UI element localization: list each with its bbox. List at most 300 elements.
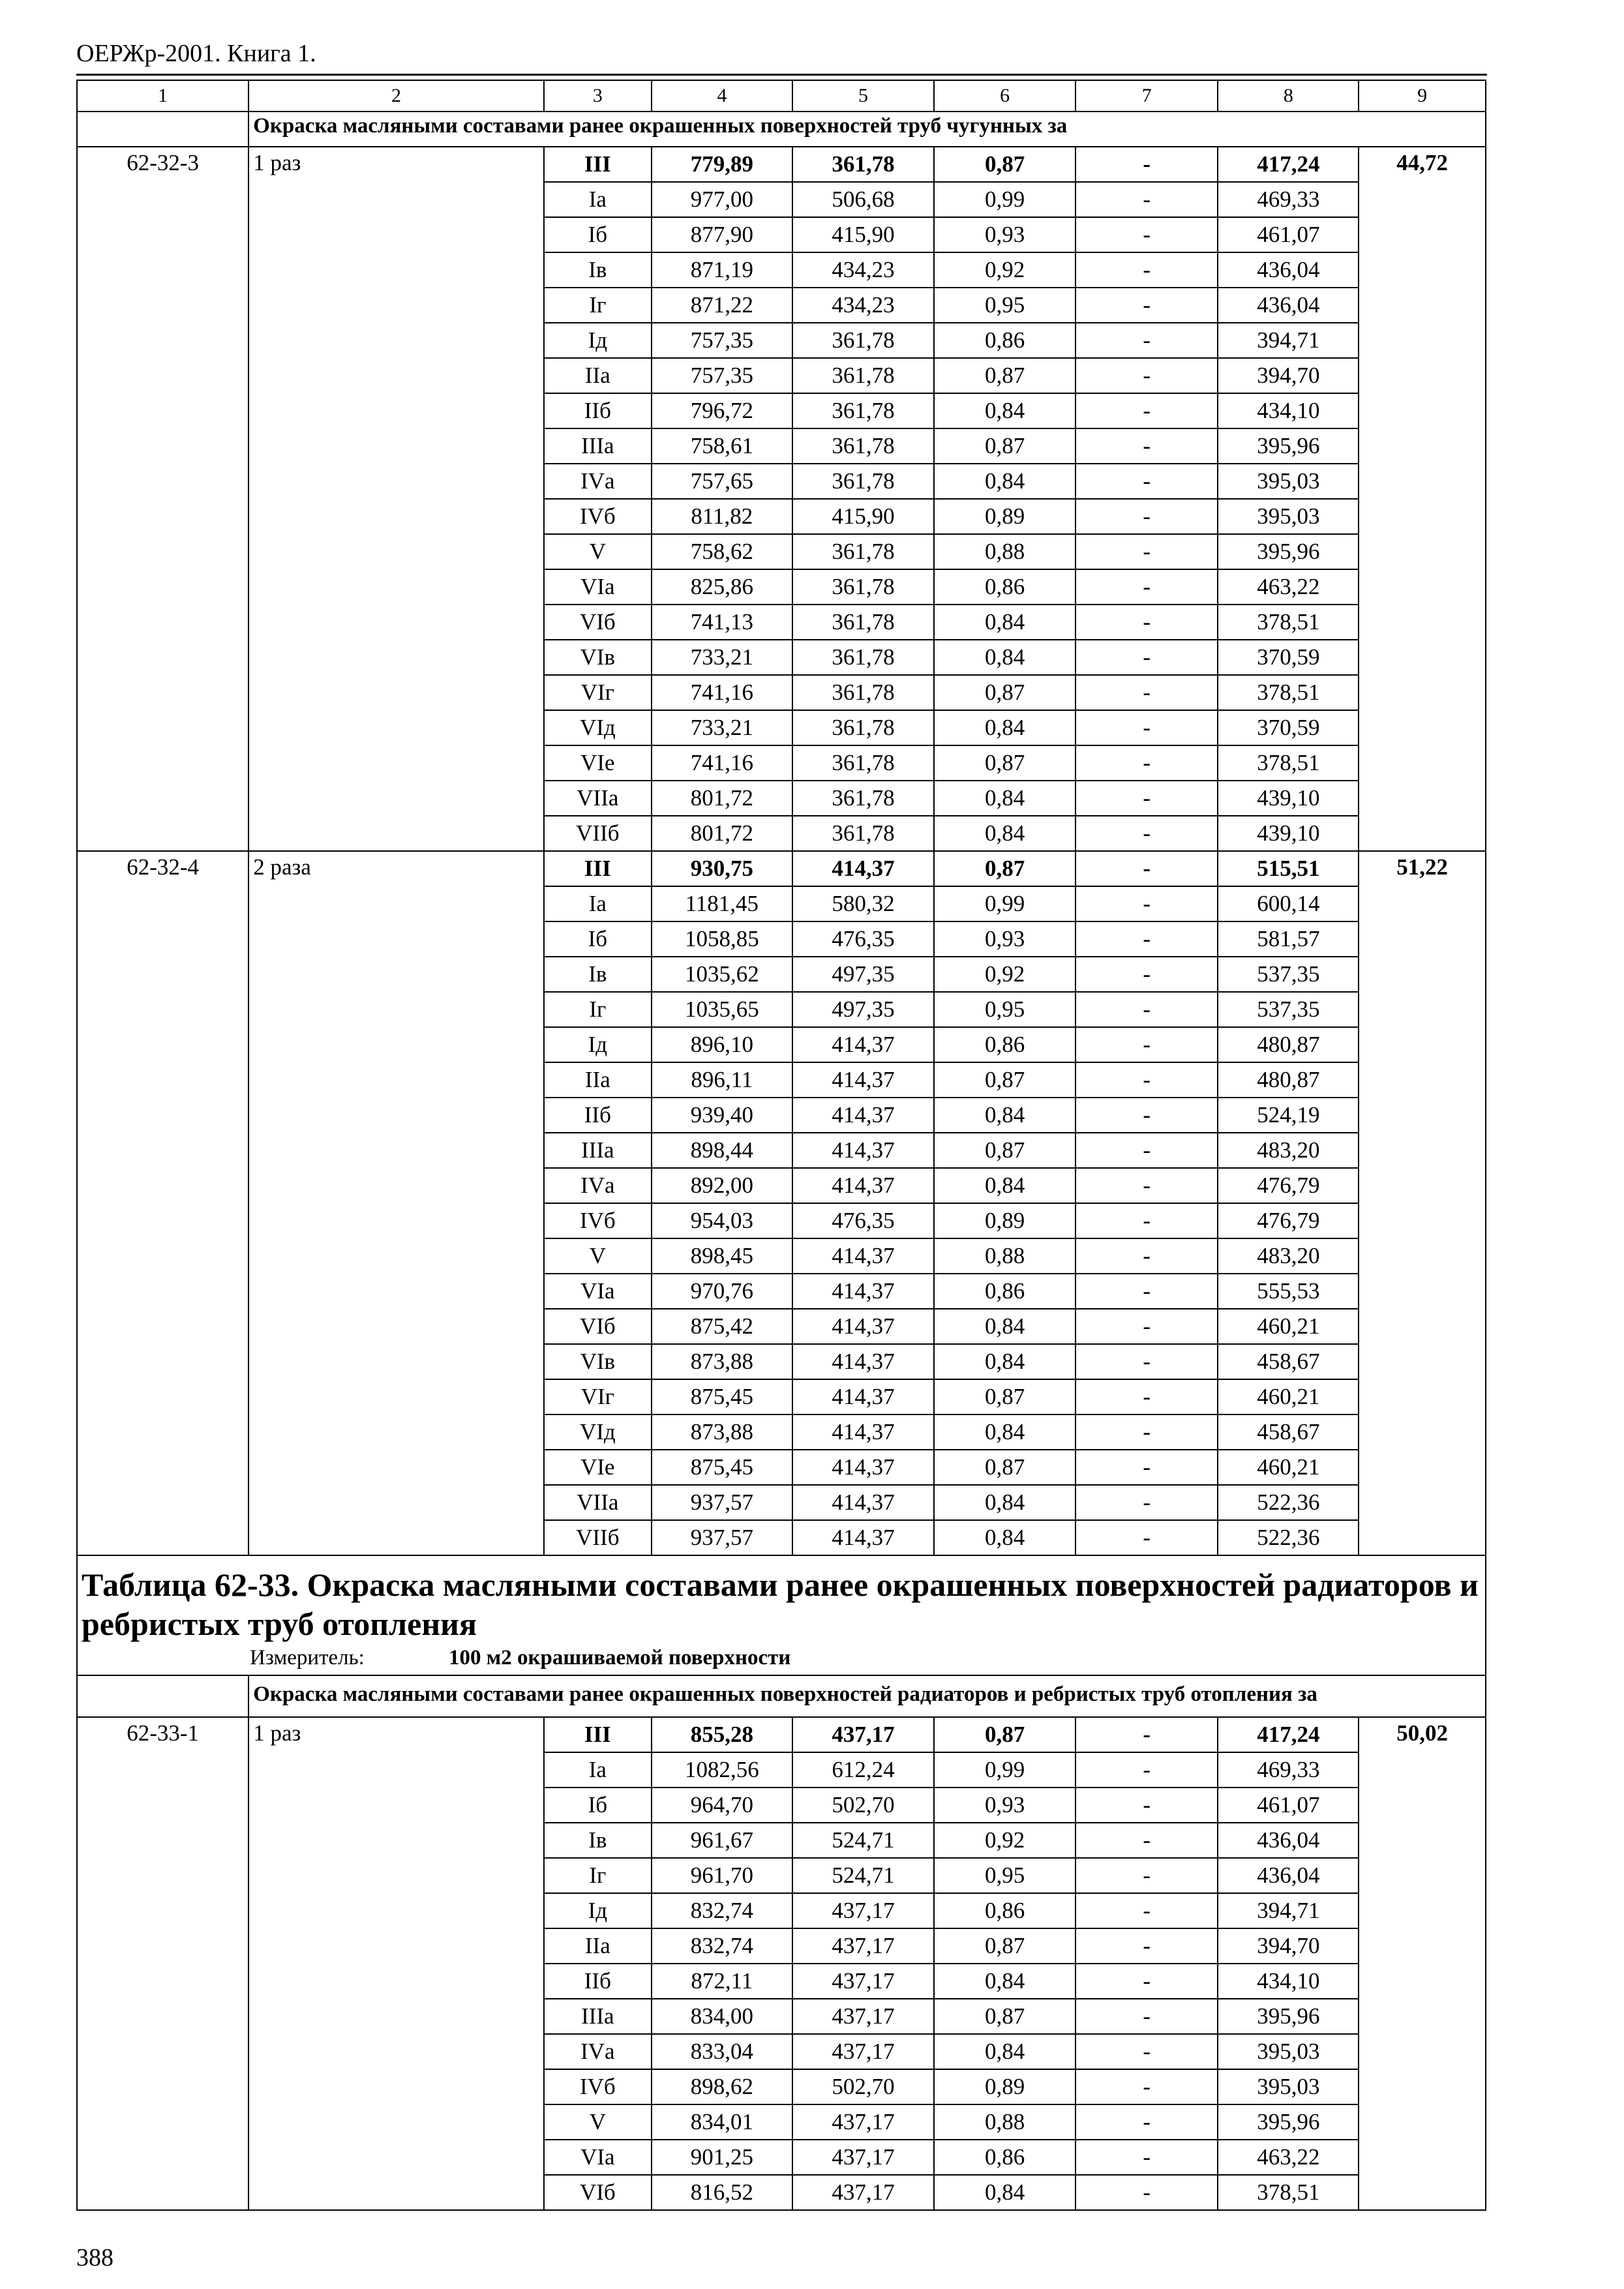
column-number: 1 (77, 80, 248, 112)
value-cell: 469,33 (1218, 182, 1359, 217)
value-cell: - (1075, 393, 1218, 428)
value-cell: 0,89 (934, 2069, 1075, 2104)
value-cell: 581,57 (1218, 921, 1359, 957)
value-cell: - (1075, 1098, 1218, 1133)
value-cell: 414,37 (792, 1344, 934, 1379)
value-cell: - (1075, 1203, 1218, 1238)
value-cell: - (1075, 851, 1218, 886)
value-cell: - (1075, 1344, 1218, 1379)
region-cell: VIб (544, 2175, 652, 2210)
rate-code: 62-32-3 (77, 147, 248, 851)
value-cell: 524,19 (1218, 1098, 1359, 1133)
value-cell: - (1075, 1752, 1218, 1788)
value-cell: 463,22 (1218, 569, 1359, 605)
region-cell: III (544, 1717, 652, 1752)
value-cell: 417,24 (1218, 1717, 1359, 1752)
value-cell: 0,84 (934, 1414, 1075, 1450)
value-cell: 811,82 (652, 499, 792, 534)
value-cell: 378,51 (1218, 605, 1359, 640)
value-cell: 439,10 (1218, 781, 1359, 816)
value-cell: - (1075, 1133, 1218, 1168)
value-cell: 873,88 (652, 1344, 792, 1379)
value-cell: 0,84 (934, 1344, 1075, 1379)
region-cell: VIа (544, 1274, 652, 1309)
region-cell: VIг (544, 675, 652, 710)
value-cell: 0,88 (934, 1238, 1075, 1274)
region-cell: Iв (544, 252, 652, 288)
value-cell: - (1075, 147, 1218, 182)
region-cell: Iа (544, 1752, 652, 1788)
value-cell: 361,78 (792, 569, 934, 605)
value-cell: 0,87 (934, 428, 1075, 464)
value-cell: 0,87 (934, 358, 1075, 393)
column-number: 6 (934, 80, 1075, 112)
value-cell: 537,35 (1218, 992, 1359, 1027)
value-cell: 395,03 (1218, 499, 1359, 534)
value-cell: 939,40 (652, 1098, 792, 1133)
value-cell: 361,78 (792, 605, 934, 640)
measure-label: Измеритель: (250, 1646, 365, 1669)
value-cell: 0,87 (934, 1717, 1075, 1752)
value-cell: 741,16 (652, 675, 792, 710)
region-cell: Iг (544, 992, 652, 1027)
value-cell: 898,62 (652, 2069, 792, 2104)
value-cell: 395,96 (1218, 1999, 1359, 2034)
value-cell: 896,11 (652, 1062, 792, 1098)
value-cell: 816,52 (652, 2175, 792, 2210)
value-cell: 476,79 (1218, 1203, 1359, 1238)
column-number: 3 (544, 80, 652, 112)
value-cell: 378,51 (1218, 2175, 1359, 2210)
value-cell: 0,84 (934, 1309, 1075, 1344)
value-cell: 877,90 (652, 217, 792, 252)
column-9-value: 44,72 (1359, 147, 1486, 851)
value-cell: - (1075, 428, 1218, 464)
value-cell: 954,03 (652, 1203, 792, 1238)
value-cell: 0,86 (934, 323, 1075, 358)
value-cell: - (1075, 1379, 1218, 1414)
column-number: 8 (1218, 80, 1359, 112)
value-cell: 395,96 (1218, 428, 1359, 464)
value-cell: 0,99 (934, 182, 1075, 217)
value-cell: 395,03 (1218, 2034, 1359, 2069)
value-cell: 524,71 (792, 1858, 934, 1893)
value-cell: - (1075, 1450, 1218, 1485)
value-cell: 758,61 (652, 428, 792, 464)
value-cell: - (1075, 2140, 1218, 2175)
value-cell: 414,37 (792, 1414, 934, 1450)
value-cell: - (1075, 288, 1218, 323)
region-cell: IVб (544, 1203, 652, 1238)
column-number: 2 (248, 80, 544, 112)
value-cell: 395,03 (1218, 2069, 1359, 2104)
value-cell: 1181,45 (652, 886, 792, 921)
value-cell: 437,17 (792, 1964, 934, 1999)
rate-code: 62-33-1 (77, 1717, 248, 2210)
value-cell: 378,51 (1218, 745, 1359, 781)
region-cell: Iб (544, 1788, 652, 1823)
value-cell: 437,17 (792, 1928, 934, 1964)
value-cell: 0,84 (934, 640, 1075, 675)
value-cell: 801,72 (652, 816, 792, 851)
region-cell: IVа (544, 2034, 652, 2069)
value-cell: 361,78 (792, 816, 934, 851)
value-cell: 361,78 (792, 710, 934, 745)
value-cell: 436,04 (1218, 1823, 1359, 1858)
value-cell: - (1075, 1309, 1218, 1344)
value-cell: 361,78 (792, 675, 934, 710)
value-cell: - (1075, 1238, 1218, 1274)
section-header-row (77, 112, 1486, 147)
column-number: 4 (652, 80, 792, 112)
value-cell: 0,84 (934, 2175, 1075, 2210)
value-cell: 801,72 (652, 781, 792, 816)
value-cell: - (1075, 1717, 1218, 1752)
value-cell: 1082,56 (652, 1752, 792, 1788)
value-cell: 0,95 (934, 288, 1075, 323)
value-cell: 937,57 (652, 1520, 792, 1555)
value-cell: 0,87 (934, 1928, 1075, 1964)
value-cell: 0,89 (934, 1203, 1075, 1238)
value-cell: 476,35 (792, 921, 934, 957)
value-cell: 0,95 (934, 1858, 1075, 1893)
region-cell: Iд (544, 323, 652, 358)
value-cell: 0,84 (934, 393, 1075, 428)
value-cell: - (1075, 605, 1218, 640)
value-cell: - (1075, 1520, 1218, 1555)
table-row (77, 1717, 1486, 1752)
value-cell: 757,35 (652, 358, 792, 393)
value-cell: 0,88 (934, 2104, 1075, 2140)
value-cell: 0,86 (934, 1027, 1075, 1062)
value-cell: 361,78 (792, 640, 934, 675)
value-cell: 414,37 (792, 1379, 934, 1414)
region-cell: Iг (544, 288, 652, 323)
value-cell: 414,37 (792, 1485, 934, 1520)
column-number: 9 (1359, 80, 1486, 112)
value-cell: 436,04 (1218, 1858, 1359, 1893)
table-title: Таблица 62-33. Окраска масляными составами ранее окрашенных поверхностей радиаторов и ребристых труб отопления (82, 1566, 1479, 1642)
value-cell: 394,70 (1218, 1928, 1359, 1964)
value-cell: 437,17 (792, 2104, 934, 2140)
value-cell: 0,92 (934, 252, 1075, 288)
value-cell: 0,87 (934, 1999, 1075, 2034)
value-cell: 522,36 (1218, 1485, 1359, 1520)
value-cell: 0,87 (934, 1062, 1075, 1098)
region-cell: IIIа (544, 428, 652, 464)
value-cell: 361,78 (792, 323, 934, 358)
value-cell: 458,67 (1218, 1414, 1359, 1450)
value-cell: - (1075, 781, 1218, 816)
value-cell: 779,89 (652, 147, 792, 182)
value-cell: 370,59 (1218, 710, 1359, 745)
value-cell: 796,72 (652, 393, 792, 428)
region-cell: IIIа (544, 1999, 652, 2034)
value-cell: - (1075, 1168, 1218, 1203)
value-cell: 855,28 (652, 1717, 792, 1752)
region-cell: Iв (544, 1823, 652, 1858)
value-cell: - (1075, 2104, 1218, 2140)
value-cell: 361,78 (792, 464, 934, 499)
table-row (77, 147, 1486, 182)
value-cell: - (1075, 1893, 1218, 1928)
value-cell: 930,75 (652, 851, 792, 886)
rates-table (76, 80, 1486, 2211)
value-cell: 892,00 (652, 1168, 792, 1203)
value-cell: 834,01 (652, 2104, 792, 2140)
value-cell: - (1075, 1999, 1218, 2034)
value-cell: - (1075, 464, 1218, 499)
region-cell: IIIа (544, 1133, 652, 1168)
page-number: 388 (76, 2244, 113, 2271)
value-cell: 0,86 (934, 1274, 1075, 1309)
value-cell: 437,17 (792, 2175, 934, 2210)
section-title: Окраска масляными составами ранее окрашенных поверхностей радиаторов и ребристых труб отопления за (248, 1675, 1486, 1717)
page-header-title: ОЕРЖр-2001. Книга 1. (76, 40, 316, 67)
value-cell: 0,84 (934, 710, 1075, 745)
value-cell: - (1075, 358, 1218, 393)
region-cell: Iв (544, 957, 652, 992)
value-cell: 395,96 (1218, 534, 1359, 569)
table-title-row (77, 1555, 1486, 1675)
region-cell: VIа (544, 2140, 652, 2175)
value-cell: 361,78 (792, 428, 934, 464)
value-cell: 733,21 (652, 710, 792, 745)
value-cell: 537,35 (1218, 957, 1359, 992)
value-cell: 0,87 (934, 851, 1075, 886)
value-cell: 434,23 (792, 288, 934, 323)
value-cell: 0,86 (934, 1893, 1075, 1928)
value-cell: 437,17 (792, 2034, 934, 2069)
value-cell: 461,07 (1218, 217, 1359, 252)
value-cell: 0,84 (934, 464, 1075, 499)
value-cell: 0,84 (934, 816, 1075, 851)
value-cell: 834,00 (652, 1999, 792, 2034)
value-cell: - (1075, 499, 1218, 534)
value-cell: 580,32 (792, 886, 934, 921)
region-cell: VIIа (544, 1485, 652, 1520)
value-cell: - (1075, 1823, 1218, 1858)
value-cell: - (1075, 921, 1218, 957)
value-cell: 522,36 (1218, 1520, 1359, 1555)
value-cell: 0,87 (934, 147, 1075, 182)
value-cell: - (1075, 710, 1218, 745)
value-cell: 361,78 (792, 745, 934, 781)
value-cell: 469,33 (1218, 1752, 1359, 1788)
value-cell: 0,86 (934, 569, 1075, 605)
region-cell: III (544, 147, 652, 182)
rate-code: 62-32-4 (77, 851, 248, 1555)
value-cell: 871,22 (652, 288, 792, 323)
value-cell: 414,37 (792, 1133, 934, 1168)
value-cell: - (1075, 182, 1218, 217)
column-number-row (77, 80, 1486, 112)
value-cell: 0,87 (934, 1133, 1075, 1168)
region-cell: IVб (544, 499, 652, 534)
value-cell: 0,87 (934, 745, 1075, 781)
region-cell: Iа (544, 182, 652, 217)
value-cell: - (1075, 217, 1218, 252)
value-cell: 0,84 (934, 1485, 1075, 1520)
value-cell: 434,10 (1218, 1964, 1359, 1999)
region-cell: V (544, 1238, 652, 1274)
value-cell: 394,71 (1218, 323, 1359, 358)
value-cell: 414,37 (792, 1098, 934, 1133)
value-cell: 0,84 (934, 1168, 1075, 1203)
value-cell: 414,37 (792, 1309, 934, 1344)
value-cell: 0,87 (934, 1450, 1075, 1485)
value-cell: 0,95 (934, 992, 1075, 1027)
value-cell: 395,96 (1218, 2104, 1359, 2140)
value-cell: 434,10 (1218, 393, 1359, 428)
region-cell: IIа (544, 1928, 652, 1964)
value-cell: 497,35 (792, 957, 934, 992)
value-cell: 0,93 (934, 921, 1075, 957)
value-cell: 460,21 (1218, 1379, 1359, 1414)
section-header-row (77, 1675, 1486, 1717)
value-cell: 901,25 (652, 2140, 792, 2175)
region-cell: VIд (544, 1414, 652, 1450)
value-cell: 0,84 (934, 1964, 1075, 1999)
value-cell: 437,17 (792, 1999, 934, 2034)
value-cell: 414,37 (792, 1027, 934, 1062)
section-spacer (77, 112, 248, 147)
region-cell: Iб (544, 921, 652, 957)
region-cell: IVа (544, 464, 652, 499)
table-row (77, 851, 1486, 886)
region-cell: VIа (544, 569, 652, 605)
value-cell: 970,76 (652, 1274, 792, 1309)
value-cell: 0,84 (934, 605, 1075, 640)
rate-description: 1 раз (248, 1717, 544, 2210)
region-cell: VIб (544, 605, 652, 640)
value-cell: 875,45 (652, 1450, 792, 1485)
value-cell: 439,10 (1218, 816, 1359, 851)
value-cell: 0,92 (934, 957, 1075, 992)
value-cell: 414,37 (792, 851, 934, 886)
value-cell: 497,35 (792, 992, 934, 1027)
column-number: 5 (792, 80, 934, 112)
value-cell: - (1075, 1414, 1218, 1450)
value-cell: 0,93 (934, 1788, 1075, 1823)
value-cell: 0,84 (934, 781, 1075, 816)
value-cell: - (1075, 1788, 1218, 1823)
region-cell: IIб (544, 1098, 652, 1133)
value-cell: - (1075, 2034, 1218, 2069)
value-cell: 414,37 (792, 1062, 934, 1098)
region-cell: VIIб (544, 816, 652, 851)
value-cell: 961,67 (652, 1823, 792, 1858)
region-cell: IVб (544, 2069, 652, 2104)
column-9-value: 51,22 (1359, 851, 1486, 1555)
value-cell: 480,87 (1218, 1062, 1359, 1098)
region-cell: Iа (544, 886, 652, 921)
column-9-value: 50,02 (1359, 1717, 1486, 2210)
value-cell: 898,44 (652, 1133, 792, 1168)
value-cell: 1035,62 (652, 957, 792, 992)
value-cell: - (1075, 1027, 1218, 1062)
value-cell: - (1075, 1062, 1218, 1098)
value-cell: 524,71 (792, 1823, 934, 1858)
region-cell: IIб (544, 1964, 652, 1999)
value-cell: 436,04 (1218, 252, 1359, 288)
region-cell: VIд (544, 710, 652, 745)
value-cell: 414,37 (792, 1168, 934, 1203)
rate-description: 1 раз (248, 147, 544, 851)
value-cell: - (1075, 675, 1218, 710)
value-cell: 871,19 (652, 252, 792, 288)
value-cell: 937,57 (652, 1485, 792, 1520)
region-cell: V (544, 534, 652, 569)
value-cell: 555,53 (1218, 1274, 1359, 1309)
value-cell: 502,70 (792, 2069, 934, 2104)
value-cell: 896,10 (652, 1027, 792, 1062)
value-cell: 741,13 (652, 605, 792, 640)
value-cell: 414,37 (792, 1238, 934, 1274)
value-cell: 875,42 (652, 1309, 792, 1344)
value-cell: - (1075, 886, 1218, 921)
value-cell: 0,93 (934, 217, 1075, 252)
region-cell: Iг (544, 1858, 652, 1893)
value-cell: 515,51 (1218, 851, 1359, 886)
region-cell: V (544, 2104, 652, 2140)
value-cell: 757,35 (652, 323, 792, 358)
value-cell: - (1075, 1964, 1218, 1999)
value-cell: 832,74 (652, 1893, 792, 1928)
column-number: 7 (1075, 80, 1218, 112)
value-cell: 458,67 (1218, 1344, 1359, 1379)
value-cell: 825,86 (652, 569, 792, 605)
value-cell: 0,84 (934, 2034, 1075, 2069)
value-cell: 417,24 (1218, 147, 1359, 182)
value-cell: 361,78 (792, 781, 934, 816)
value-cell: 0,99 (934, 886, 1075, 921)
value-cell: 361,78 (792, 147, 934, 182)
value-cell: 0,92 (934, 1823, 1075, 1858)
value-cell: 0,87 (934, 1379, 1075, 1414)
value-cell: 394,70 (1218, 358, 1359, 393)
value-cell: - (1075, 1274, 1218, 1309)
region-cell: IIб (544, 393, 652, 428)
region-cell: Iд (544, 1027, 652, 1062)
value-cell: 741,16 (652, 745, 792, 781)
region-cell: VIе (544, 745, 652, 781)
value-cell: 0,84 (934, 1098, 1075, 1133)
value-cell: 434,23 (792, 252, 934, 288)
value-cell: 480,87 (1218, 1027, 1359, 1062)
value-cell: 395,03 (1218, 464, 1359, 499)
value-cell: 414,37 (792, 1450, 934, 1485)
value-cell: 461,07 (1218, 1788, 1359, 1823)
value-cell: 977,00 (652, 182, 792, 217)
section-spacer (77, 1675, 248, 1717)
table-title-cell (77, 1555, 1486, 1675)
value-cell: 733,21 (652, 640, 792, 675)
value-cell: 436,04 (1218, 288, 1359, 323)
value-cell: 757,65 (652, 464, 792, 499)
region-cell: VIе (544, 1450, 652, 1485)
value-cell: 612,24 (792, 1752, 934, 1788)
value-cell: 600,14 (1218, 886, 1359, 921)
value-cell: - (1075, 1928, 1218, 1964)
measure-line (82, 1643, 1481, 1672)
value-cell: 415,90 (792, 499, 934, 534)
value-cell: 361,78 (792, 534, 934, 569)
value-cell: 378,51 (1218, 675, 1359, 710)
value-cell: - (1075, 957, 1218, 992)
value-cell: 0,84 (934, 1520, 1075, 1555)
value-cell: 415,90 (792, 217, 934, 252)
